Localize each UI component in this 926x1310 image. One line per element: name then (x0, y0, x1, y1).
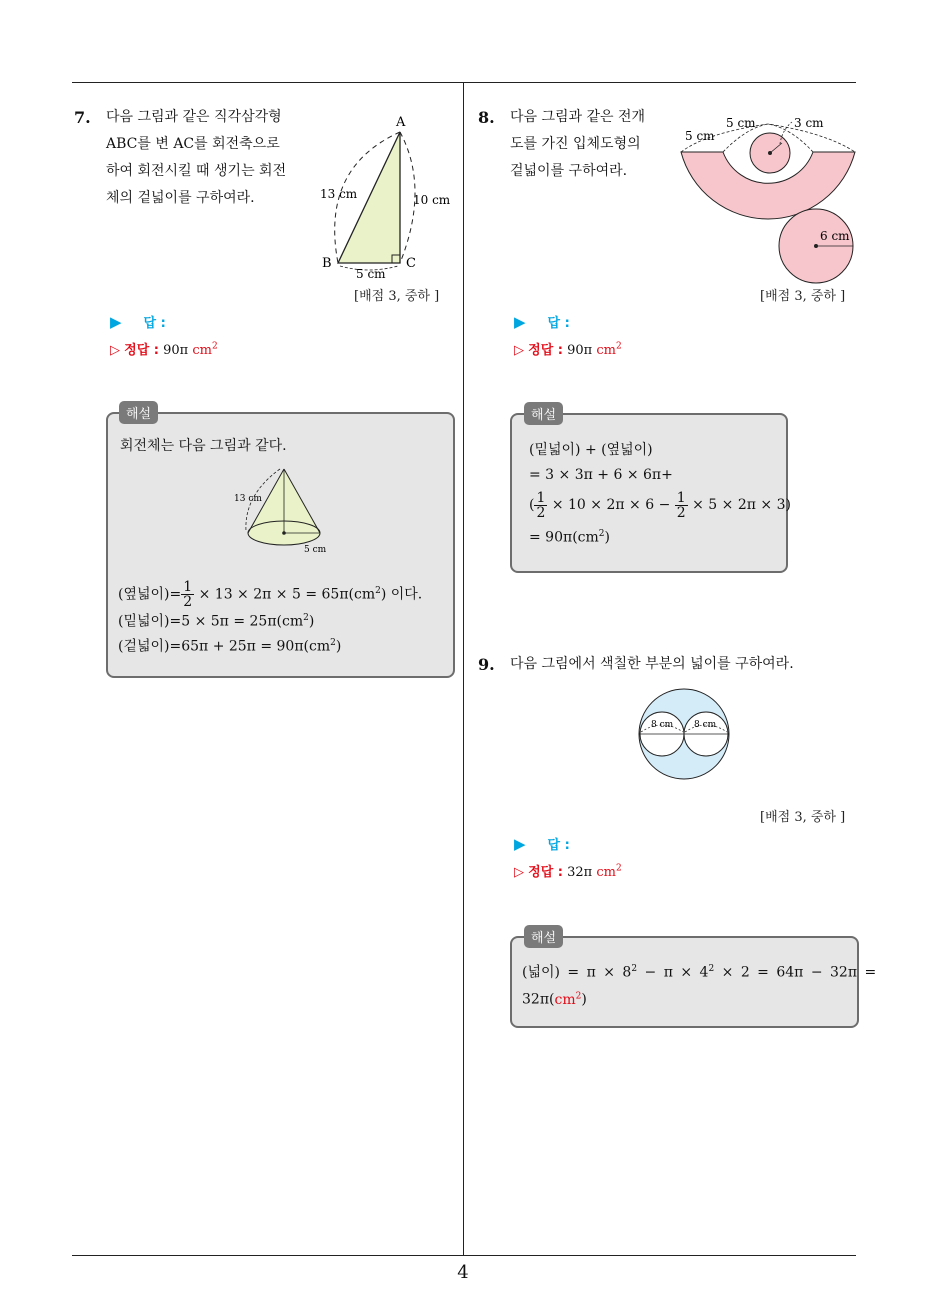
exponent: 2 (375, 586, 381, 596)
numerator: 1 (676, 489, 686, 506)
text: ( (529, 497, 535, 513)
exponent: 2 (575, 991, 582, 1001)
text: 32π( (522, 991, 555, 1008)
exponent: 2 (598, 529, 605, 539)
exponent: 2 (330, 638, 336, 648)
text: × 10 × 2π × 6 − (551, 497, 671, 513)
q7-cone-figure (228, 465, 338, 557)
top-rule (72, 82, 856, 83)
q9-label-left: 8 cm (651, 720, 674, 730)
text: (밑넓이)=5 × 5π = 25π(cm (118, 613, 304, 630)
q8-label-small-r: 3 cm (794, 116, 824, 130)
q7-text-line: 체의 겉넓이를 구하여라. (106, 190, 255, 206)
q8-explanation-line2: = 3 × 3π + 6 × 6π+ (529, 467, 673, 483)
q8-correct-row (514, 339, 622, 358)
q8-explanation-line3 (529, 490, 791, 520)
q9-correct-value: 32π (567, 865, 593, 880)
q7-text (106, 104, 311, 212)
unit: cm (596, 343, 616, 358)
text: ) (581, 991, 587, 1008)
exponent: 2 (631, 964, 638, 974)
q7-explanation-total (118, 631, 341, 659)
q9-answer-label: 답 : (547, 838, 570, 853)
q7-text-line: ABC를 변 AC를 회전축으로 (106, 136, 280, 152)
q7-label-ab: 13 cm (320, 187, 358, 201)
q7-label-a: A (396, 115, 406, 130)
text: − π × 4 (637, 964, 709, 981)
q8-score: [배점 3, 중하 ] (760, 289, 846, 304)
q9-correct-unit (596, 865, 621, 880)
denominator: 2 (676, 504, 686, 521)
unit: cm (192, 343, 212, 358)
q7-answer-row (110, 312, 166, 331)
q7-explanation-intro: 회전체는 다음 그림과 같다. (120, 438, 287, 454)
q8-text-line: 도를 가진 입체도형의 (510, 136, 641, 152)
text: × 2 = 64π − 32π = (714, 964, 877, 981)
q9-explanation-line1 (522, 957, 876, 985)
q8-answer-row (514, 312, 570, 331)
q7-cone-center-dot (282, 531, 286, 535)
hollow-arrow-icon: ▷ (110, 343, 120, 358)
q7-label-ac: 10 cm (413, 193, 451, 207)
q9-answer-row (514, 834, 570, 853)
text: (옆넓이)= (118, 586, 182, 603)
q8-text (510, 104, 680, 185)
q9-correct-label: 정답 : (528, 865, 563, 880)
text: (넓이) = π × 8 (522, 964, 632, 981)
text: ) (604, 529, 610, 546)
fraction (181, 580, 194, 609)
q9-correct-row (514, 861, 622, 880)
q8-label-outer: 5 cm (685, 129, 715, 143)
hollow-arrow-icon: ▷ (514, 865, 524, 880)
page-number: 4 (457, 1262, 469, 1283)
q7-correct-value: 90π (163, 343, 189, 358)
text: (겉넓이)=65π + 25π = 90π(cm (118, 638, 331, 655)
unit-exponent: 2 (211, 341, 218, 352)
q8-label-big-r: 6 cm (820, 229, 850, 243)
fraction (534, 491, 547, 520)
q7-explanation-badge: 해설 (119, 401, 158, 424)
play-arrow-icon: ▶ (514, 835, 526, 853)
q7-score: [배점 3, 중하 ] (354, 289, 440, 304)
text: ) (335, 638, 342, 655)
hollow-arrow-icon: ▷ (514, 343, 524, 358)
q7-label-b: B (322, 256, 332, 271)
q7-correct-label: 정답 : (124, 343, 159, 358)
q9-explanation-line2 (522, 984, 587, 1012)
q9-label-right: 8 cm (694, 720, 717, 730)
q7-text-line: 다음 그림과 같은 직각삼각형 (106, 109, 282, 125)
q8-correct-label: 정답 : (528, 343, 563, 358)
q7-correct-unit (192, 343, 217, 358)
q9-text: 다음 그림에서 색칠한 부분의 넓이를 구하여라. (510, 656, 794, 672)
denominator: 2 (183, 594, 193, 611)
q7-triangle-figure (310, 108, 460, 283)
text: ) (308, 613, 315, 630)
q9-score: [배점 3, 중하 ] (760, 810, 846, 825)
q7-label-bc: 5 cm (356, 267, 386, 281)
q7-number: 7. (74, 108, 91, 127)
unit-text: cm (554, 991, 576, 1008)
q9-explanation-badge: 해설 (524, 925, 563, 948)
text: = 90π(cm (529, 529, 599, 546)
q8-answer-label: 답 : (547, 316, 570, 331)
q7-label-c: C (406, 256, 416, 271)
q7-explanation-base (118, 606, 314, 634)
q7-cone-slant-label: 13 cm (234, 494, 262, 504)
unit-exponent: 2 (615, 341, 622, 352)
denominator: 2 (536, 504, 546, 521)
q8-explanation-badge: 해설 (524, 402, 563, 425)
unit-exponent: 2 (615, 863, 622, 874)
fraction (675, 491, 688, 520)
exponent: 2 (708, 964, 715, 974)
bottom-rule (72, 1255, 856, 1256)
text: ) 이다. (380, 586, 423, 603)
text: × 5 × 2π × 3) (692, 497, 791, 513)
unit (554, 992, 581, 1008)
column-divider (463, 82, 464, 1256)
q8-text-line: 다음 그림과 같은 전개 (510, 109, 646, 125)
q9-circle-figure (636, 688, 732, 780)
unit: cm (596, 865, 616, 880)
q7-explanation-lateral (118, 576, 422, 610)
q8-explanation-line1: (밑넓이) + (옆넓이) (529, 442, 653, 458)
text: × 13 × 2π × 5 = 65π(cm (198, 586, 376, 603)
q8-label-inner: 5 cm (726, 116, 756, 130)
q7-text-line: 하여 회전시킬 때 생기는 회전 (106, 163, 287, 179)
q8-correct-value: 90π (567, 343, 593, 358)
q8-explanation-line4 (529, 522, 610, 550)
play-arrow-icon: ▶ (514, 313, 526, 331)
q8-correct-unit (596, 343, 621, 358)
q7-answer-label: 답 : (143, 316, 166, 331)
exponent: 2 (303, 613, 309, 623)
numerator: 1 (183, 579, 193, 596)
q8-text-line: 겉넓이를 구하여라. (510, 163, 628, 179)
q8-number: 8. (478, 108, 495, 127)
numerator: 1 (536, 489, 546, 506)
q7-correct-row (110, 339, 218, 358)
play-arrow-icon: ▶ (110, 313, 122, 331)
q7-cone-radius-label: 5 cm (304, 545, 327, 555)
q9-number: 9. (478, 655, 495, 674)
q8-net-figure (676, 108, 860, 286)
